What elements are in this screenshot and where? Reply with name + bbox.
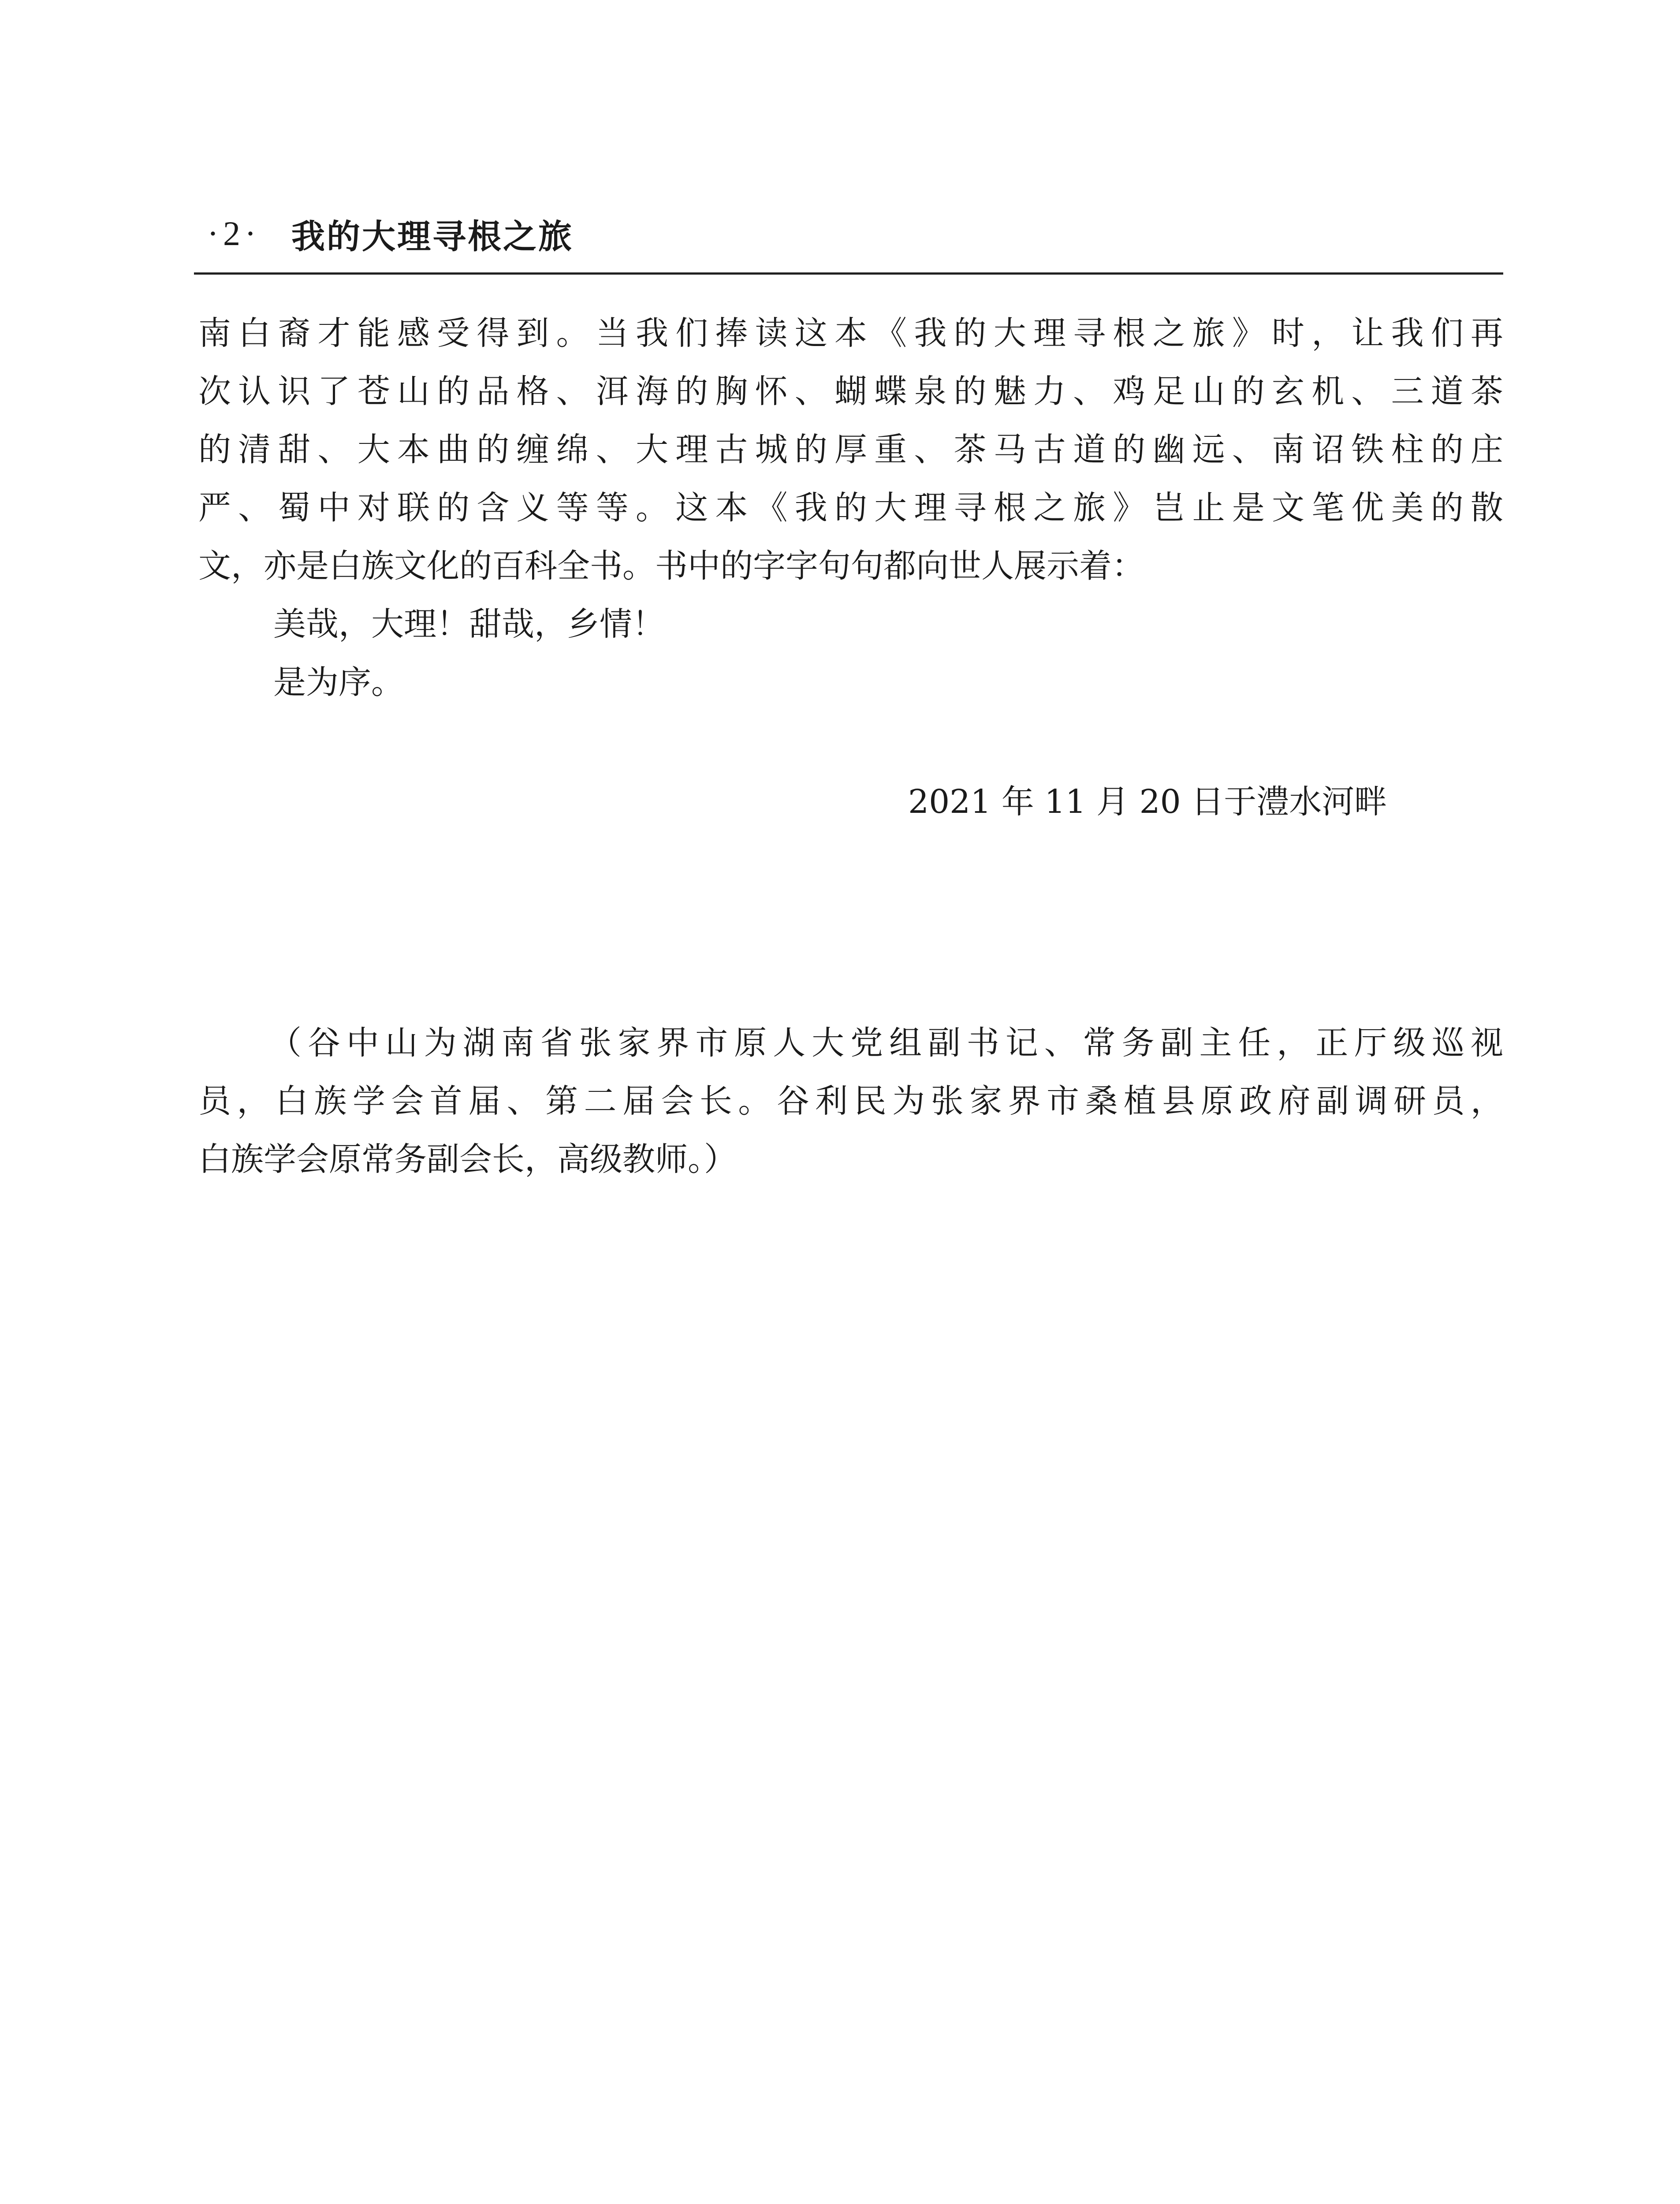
body-line: 的清甜、大本曲的缠绵、大理古城的厚重、茶马古道的幽远、南诏铁柱的庄 [198, 431, 1503, 469]
note-line: 白族学会原常务副会长，高级教师。） [198, 1140, 737, 1178]
body-line: 次认识了苍山的品格、洱海的胸怀、蝴蝶泉的魅力、鸡足山的玄机、三道茶 [198, 372, 1503, 410]
body-line: 南白裔才能感受得到。当我们捧读这本《我的大理寻根之旅》时，让我们再 [198, 314, 1503, 352]
signature-date: 2021 年 11 月 20 日于澧水河畔 [908, 783, 1387, 821]
running-title: 我的大理寻根之旅 [291, 216, 574, 256]
body-line: 文，亦是白族文化的百科全书。书中的字字句句都向世人展示着： [198, 547, 1144, 585]
page-header [207, 207, 1512, 260]
exclamation-line: 美哉，大理！甜哉，乡情！ [273, 605, 665, 643]
body-paragraph [198, 304, 1503, 711]
author-note [198, 1014, 1503, 1188]
closing-line: 是为序。 [273, 663, 404, 701]
header-rule [194, 272, 1503, 275]
note-line: （谷中山为湖南省张家界市原人大党组副书记、常务副主任，正厅级巡视 [269, 1024, 1503, 1062]
note-line: 员，白族学会首届、第二届会长。谷利民为张家界市桑植县原政府副调研员， [198, 1082, 1503, 1120]
page-number: ·2· [207, 214, 261, 253]
body-line: 严、蜀中对联的含义等等。这本《我的大理寻根之旅》岂止是文笔优美的散 [198, 489, 1503, 527]
